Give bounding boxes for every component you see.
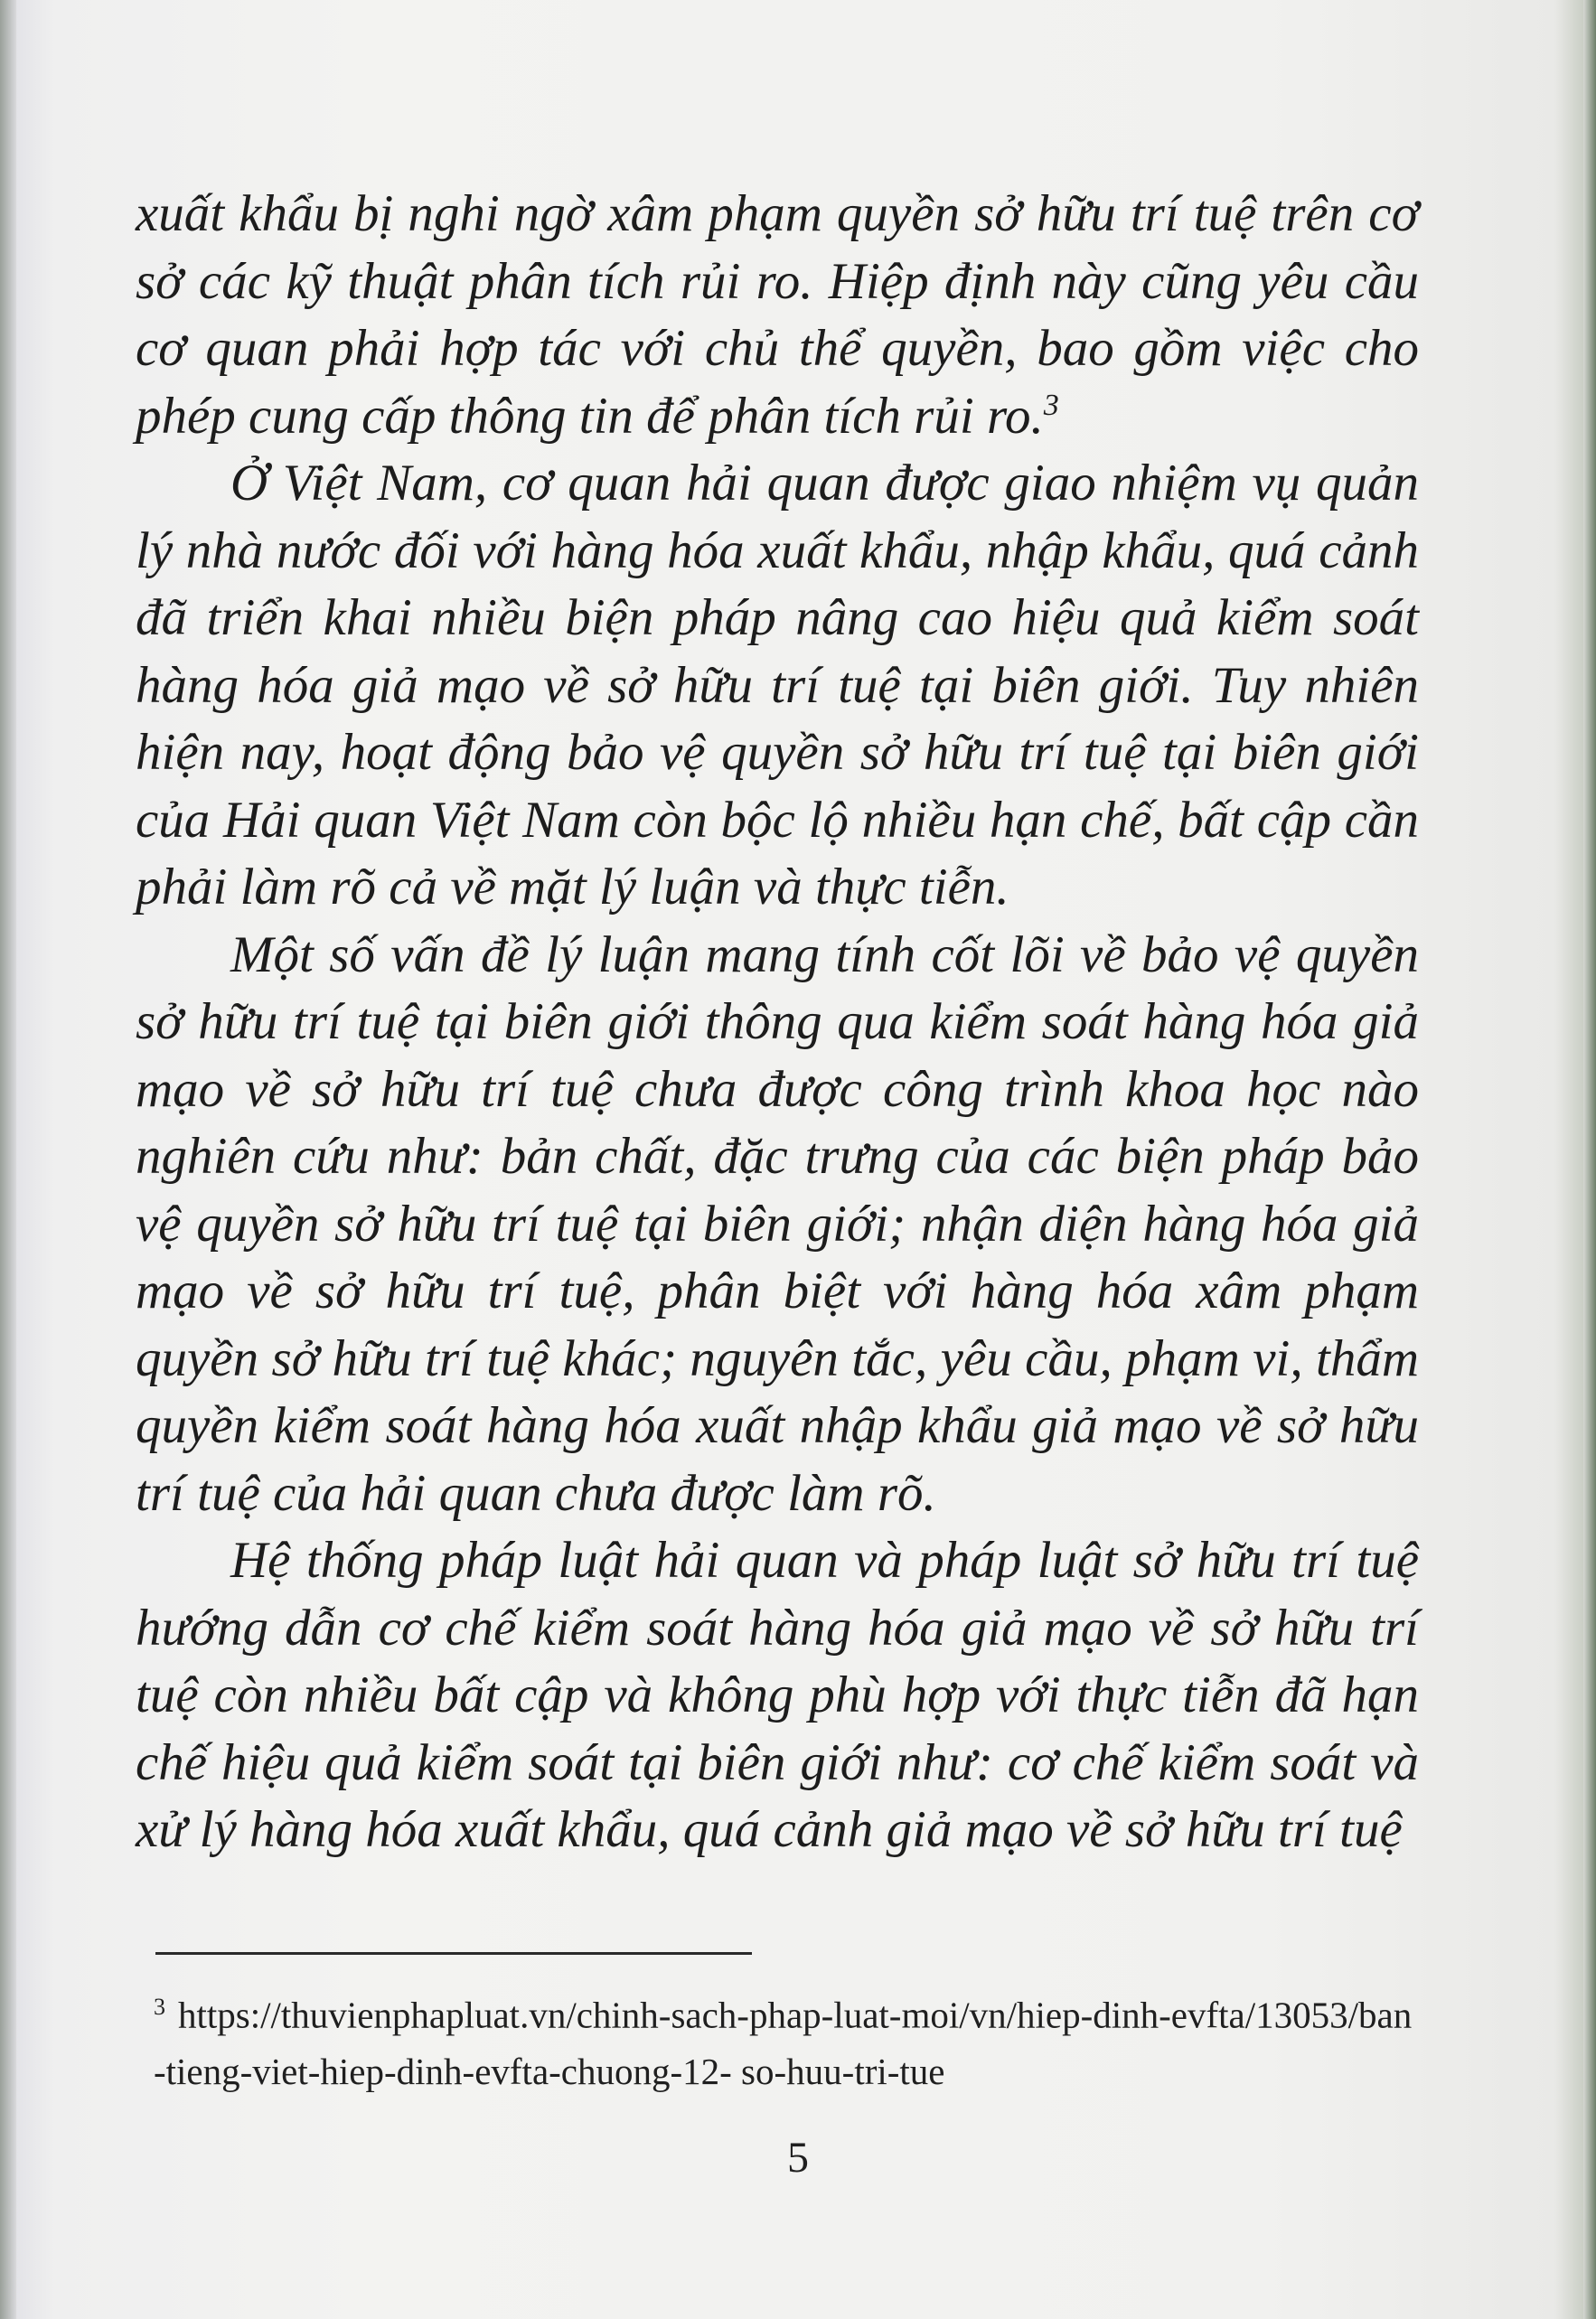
footnote-text: https://thuvienphapluat.vn/chinh-sach-phap-luat-moi/vn/hiep-dinh-evfta/13053/ban-tieng-viet-hiep-dinh-evfta-chuong-12- so-huu-tri-tue (154, 1994, 1413, 2092)
paragraph: Một số vấn đề lý luận mang tính cốt lõi về bảo vệ quyền sở hữu trí tuệ tại biên giới thông qua kiểm soát hàng hóa giả mạo về sở hữu trí tuệ chưa được công trình khoa học nào nghiên cứu như: bản chất, đặc trưng của các biện pháp bảo vệ quyền sở hữu trí tuệ tại biên giới; nhận diện hàng hóa giả mạo về sở hữu trí tuệ, phân biệt với hàng hóa xâm phạm quyền sở hữu trí tuệ khác; nguyên tắc, yêu cầu, phạm vi, thẩm quyền kiểm soát hàng hóa xuất nhập khẩu giả mạo về sở hữu trí tuệ của hải quan chưa được làm rõ. (136, 925, 1419, 1522)
footnote-reference: 3 (1043, 388, 1059, 422)
paragraph (136, 181, 1419, 450)
footnote-divider (155, 1952, 752, 1955)
page-left-edge (0, 0, 16, 2319)
body-text (136, 181, 1419, 1864)
footnote (154, 1979, 1419, 2099)
paragraph: Hệ thống pháp luật hải quan và pháp luật sở hữu trí tuệ hướng dẫn cơ chế kiểm soát hàng hóa giả mạo về sở hữu trí tuệ còn nhiều bất cập và không phù hợp với thực tiễn đã hạn chế hiệu quả kiểm soát tại biên giới như: cơ chế kiểm soát và xử lý hàng hóa xuất khẩu, quá cảnh giả mạo về sở hữu trí tuệ (136, 1532, 1419, 1858)
footnote-number: 3 (154, 1994, 165, 2020)
page-right-edge (1583, 0, 1596, 2319)
page-number: 5 (787, 2134, 809, 2182)
paragraph: Ở Việt Nam, cơ quan hải quan được giao nhiệm vụ quản lý nhà nước đối với hàng hóa xuất khẩu, nhập khẩu, quá cảnh đã triển khai nhiều biện pháp nâng cao hiệu quả kiểm soát hàng hóa giả mạo về sở hữu trí tuệ tại biên giới. Tuy nhiên hiện nay, hoạt động bảo vệ quyền sở hữu trí tuệ tại biên giới của Hải quan Việt Nam còn bộc lộ nhiều hạn chế, bất cập cần phải làm rõ cả về mặt lý luận và thực tiễn. (136, 455, 1419, 915)
paragraph-text: xuất khẩu bị nghi ngờ xâm phạm quyền sở hữu trí tuệ trên cơ sở các kỹ thuật phân tích rủi ro. Hiệp định này cũng yêu cầu cơ quan phải hợp tác với chủ thể quyền, bao gồm việc cho phép cung cấp thông tin để phân tích rủi ro. (136, 185, 1419, 445)
